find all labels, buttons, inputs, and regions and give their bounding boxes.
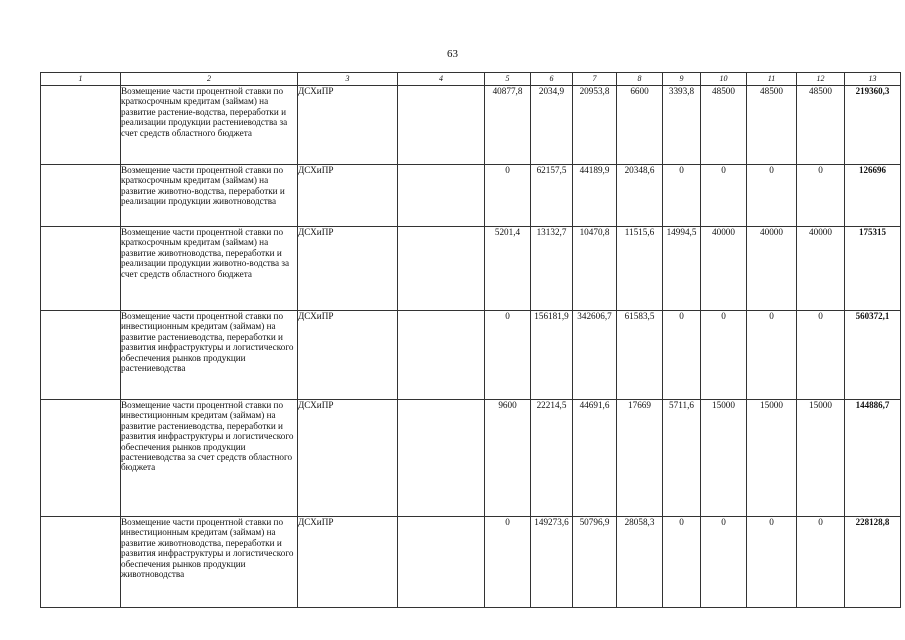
- column-number-8: 8: [617, 73, 663, 86]
- page-number: 63: [447, 48, 458, 60]
- executor-cell: ДСХиПР: [298, 311, 398, 400]
- funding-source-cell: [398, 227, 485, 311]
- measure-description: Возмещение части процентной ставки по краткосрочным кредитам (займам) на развитие растение-водства, переработки и реализации продукции растениеводства за счет средств областного бюджета: [121, 86, 298, 165]
- year-value-c11: 0: [747, 165, 797, 227]
- row-number-cell: [41, 227, 121, 311]
- year-value-c8: 28058,3: [617, 517, 663, 608]
- executor-cell: ДСХиПР: [298, 165, 398, 227]
- budget-table: [40, 72, 901, 608]
- column-number-11: 11: [747, 73, 797, 86]
- total-value: 560372,1: [845, 311, 901, 400]
- year-value-c5: 0: [485, 165, 531, 227]
- column-number-1: 1: [41, 73, 121, 86]
- year-value-c9: 5711,6: [663, 400, 701, 517]
- table-row: [41, 311, 901, 400]
- year-value-c12: 0: [797, 517, 845, 608]
- column-number-6: 6: [531, 73, 573, 86]
- executor-cell: ДСХиПР: [298, 227, 398, 311]
- year-value-c11: 15000: [747, 400, 797, 517]
- row-number-cell: [41, 311, 121, 400]
- year-value-c5: 5201,4: [485, 227, 531, 311]
- table-row: [41, 86, 901, 165]
- measure-description: Возмещение части процентной ставки по инвестиционным кредитам (займам) на развитие животноводства, переработки и развития инфраструктуры и логистического обеспечения рынков продукции животноводства: [121, 517, 298, 608]
- year-value-c5: 0: [485, 311, 531, 400]
- year-value-c7: 44691,6: [573, 400, 617, 517]
- year-value-c11: 0: [747, 311, 797, 400]
- year-value-c9: 3393,8: [663, 86, 701, 165]
- year-value-c11: 0: [747, 517, 797, 608]
- year-value-c12: 15000: [797, 400, 845, 517]
- measure-description: Возмещение части процентной ставки по краткосрочным кредитам (займам) на развитие животноводства, переработки и реализации продукции животно-водства за счет средств областного бюджета: [121, 227, 298, 311]
- year-value-c8: 17669: [617, 400, 663, 517]
- year-value-c11: 48500: [747, 86, 797, 165]
- total-value: 228128,8: [845, 517, 901, 608]
- year-value-c5: 0: [485, 517, 531, 608]
- measure-description: Возмещение части процентной ставки по инвестиционным кредитам (займам) на развитие растениеводства, переработки и развития инфраструктуры и логистического обеспечения рынков продукции растениеводства: [121, 311, 298, 400]
- total-value: 175315: [845, 227, 901, 311]
- total-value: 144886,7: [845, 400, 901, 517]
- year-value-c10: 0: [701, 311, 747, 400]
- year-value-c6: 149273,6: [531, 517, 573, 608]
- row-number-cell: [41, 165, 121, 227]
- year-value-c5: 9600: [485, 400, 531, 517]
- year-value-c12: 0: [797, 311, 845, 400]
- column-number-7: 7: [573, 73, 617, 86]
- column-number-2: 2: [121, 73, 298, 86]
- row-number-cell: [41, 400, 121, 517]
- year-value-c6: 2034,9: [531, 86, 573, 165]
- funding-source-cell: [398, 517, 485, 608]
- table-row: [41, 165, 901, 227]
- table-row: [41, 400, 901, 517]
- year-value-c10: 48500: [701, 86, 747, 165]
- year-value-c9: 0: [663, 311, 701, 400]
- total-value: 219360,3: [845, 86, 901, 165]
- executor-cell: ДСХиПР: [298, 400, 398, 517]
- table-row: [41, 517, 901, 608]
- column-number-4: 4: [398, 73, 485, 86]
- row-number-cell: [41, 517, 121, 608]
- funding-source-cell: [398, 86, 485, 165]
- column-number-9: 9: [663, 73, 701, 86]
- total-value: 126696: [845, 165, 901, 227]
- column-number-10: 10: [701, 73, 747, 86]
- column-number-3: 3: [298, 73, 398, 86]
- year-value-c12: 0: [797, 165, 845, 227]
- column-number-5: 5: [485, 73, 531, 86]
- year-value-c8: 20348,6: [617, 165, 663, 227]
- year-value-c8: 6600: [617, 86, 663, 165]
- year-value-c11: 40000: [747, 227, 797, 311]
- funding-source-cell: [398, 400, 485, 517]
- year-value-c10: 40000: [701, 227, 747, 311]
- year-value-c7: 342606,7: [573, 311, 617, 400]
- year-value-c8: 11515,6: [617, 227, 663, 311]
- year-value-c7: 10470,8: [573, 227, 617, 311]
- column-number-row: [41, 73, 901, 86]
- funding-source-cell: [398, 165, 485, 227]
- year-value-c8: 61583,5: [617, 311, 663, 400]
- row-number-cell: [41, 86, 121, 165]
- year-value-c10: 0: [701, 517, 747, 608]
- year-value-c9: 0: [663, 517, 701, 608]
- year-value-c7: 20953,8: [573, 86, 617, 165]
- executor-cell: ДСХиПР: [298, 86, 398, 165]
- year-value-c7: 50796,9: [573, 517, 617, 608]
- year-value-c5: 40877,8: [485, 86, 531, 165]
- year-value-c12: 48500: [797, 86, 845, 165]
- year-value-c6: 156181,9: [531, 311, 573, 400]
- executor-cell: ДСХиПР: [298, 517, 398, 608]
- year-value-c7: 44189,9: [573, 165, 617, 227]
- year-value-c10: 15000: [701, 400, 747, 517]
- measure-description: Возмещение части процентной ставки по краткосрочным кредитам (займам) на развитие животно-водства, переработки и реализации продукции животноводства: [121, 165, 298, 227]
- table-row: [41, 227, 901, 311]
- measure-description: Возмещение части процентной ставки по инвестиционным кредитам (займам) на развитие растениеводства, переработки и развития инфраструктуры и логистического обеспечения рынков продукции растениеводства за счет средств областного бюджета: [121, 400, 298, 517]
- funding-source-cell: [398, 311, 485, 400]
- year-value-c10: 0: [701, 165, 747, 227]
- year-value-c9: 0: [663, 165, 701, 227]
- year-value-c6: 62157,5: [531, 165, 573, 227]
- year-value-c9: 14994,5: [663, 227, 701, 311]
- column-number-13: 13: [845, 73, 901, 86]
- column-number-12: 12: [797, 73, 845, 86]
- year-value-c6: 13132,7: [531, 227, 573, 311]
- year-value-c12: 40000: [797, 227, 845, 311]
- year-value-c6: 22214,5: [531, 400, 573, 517]
